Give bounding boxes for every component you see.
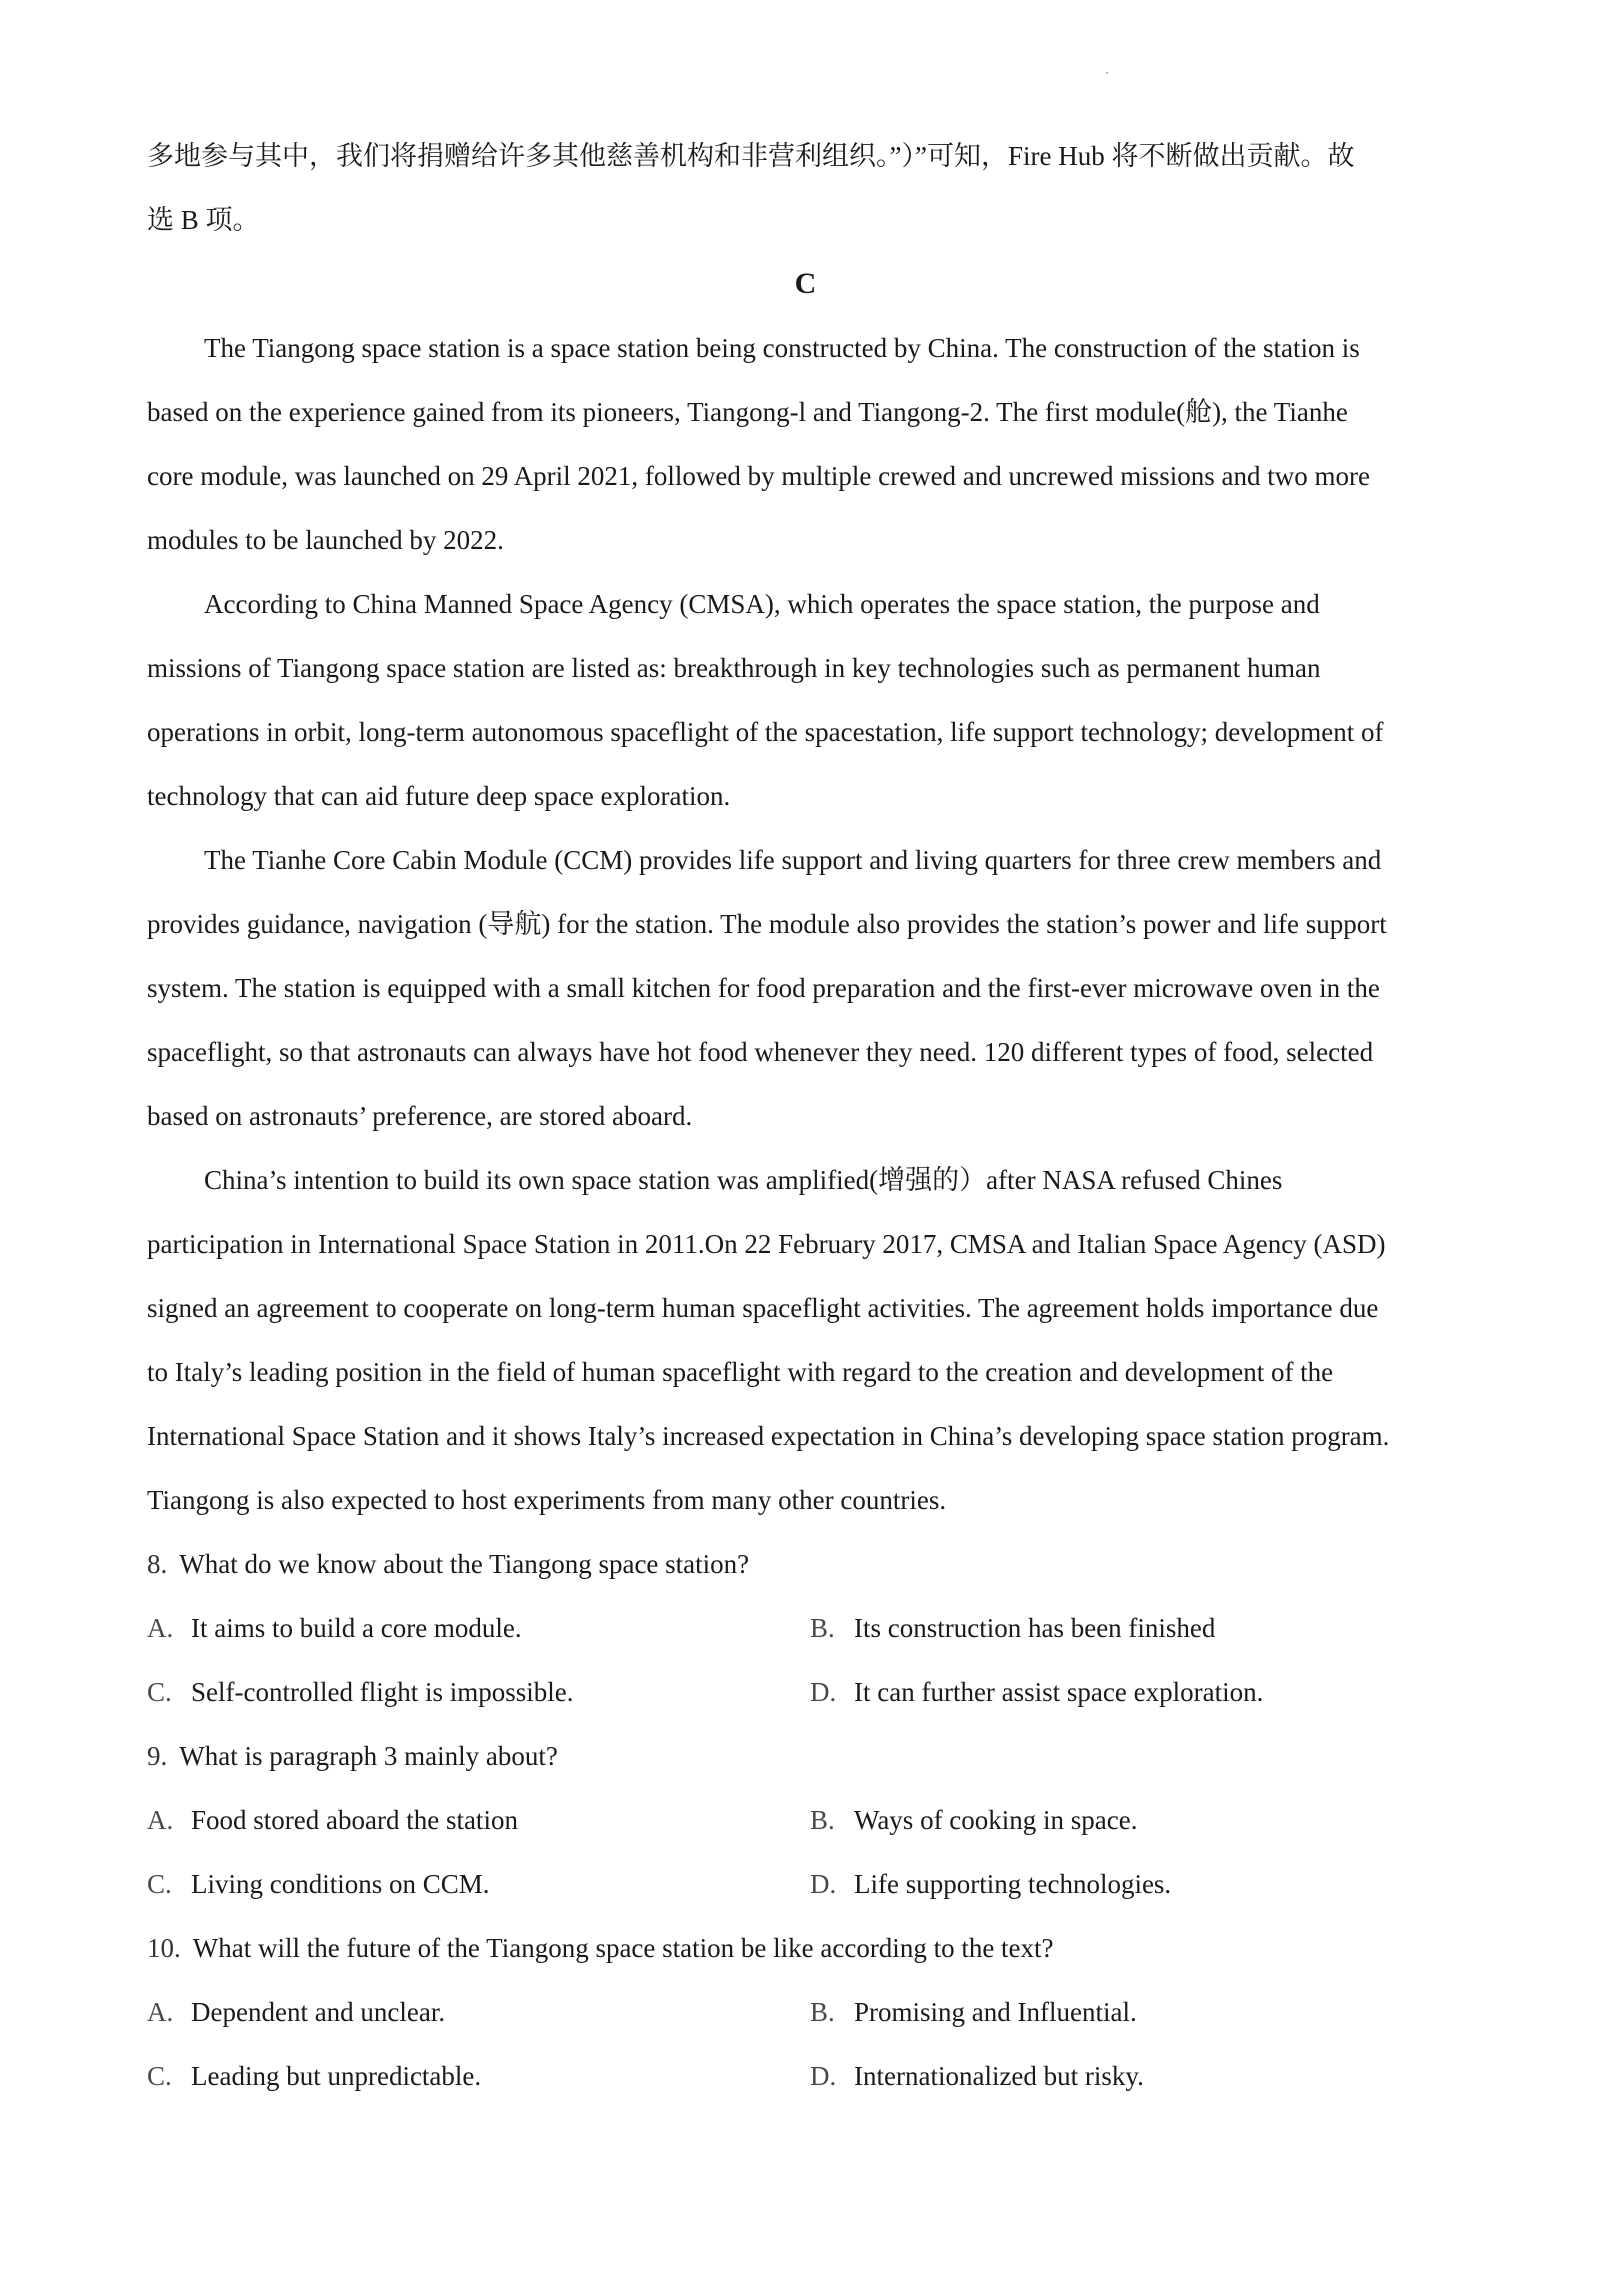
scan-speck	[1106, 72, 1108, 74]
option-letter: A.	[147, 1997, 174, 2027]
passage-line: system. The station is equipped with a small kitchen for food preparation and the first-ever microwave oven in the	[147, 973, 1380, 1003]
question-number: 10.	[147, 1933, 181, 1963]
passage-line: provides guidance, navigation (导航) for the station. The module also provides the station’s power and life support	[147, 909, 1387, 939]
passage-line: Tiangong is also expected to host experiments from many other countries.	[147, 1485, 947, 1515]
option-text: Internationalized but risky.	[854, 2061, 1144, 2091]
passage-line: International Space Station and it shows Italy’s increased expectation in China’s developing space station program.	[147, 1421, 1390, 1451]
passage-line: participation in International Space Station in 2011.On 22 February 2017, CMSA and Italian Space Agency (ASD)	[147, 1229, 1386, 1259]
passage-line: According to China Manned Space Agency (CMSA), which operates the space station, the purpose and	[204, 589, 1320, 619]
option-letter: D.	[810, 1869, 837, 1899]
passage-line: based on astronauts’ preference, are stored aboard.	[147, 1101, 693, 1131]
question-number: 9.	[147, 1741, 168, 1771]
passage-line: China’s intention to build its own space station was amplified(增强的）after NASA refused Chines	[204, 1165, 1283, 1195]
option-10b[interactable]	[810, 1995, 1137, 2029]
option-9d[interactable]	[810, 1867, 1171, 1901]
intro-line-1: 多地参与其中，我们将捐赠给许多其他慈善机构和非营利组织。”）”可知，Fire Hub 将不断做出贡献。故	[147, 141, 1355, 171]
option-9b[interactable]	[810, 1803, 1138, 1837]
question-text: What is paragraph 3 mainly about?	[179, 1741, 558, 1771]
option-text: Promising and Influential.	[854, 1997, 1137, 2027]
question-8	[147, 1547, 749, 1581]
option-10d[interactable]	[810, 2059, 1144, 2093]
section-heading: C	[794, 267, 817, 300]
option-text: Ways of cooking in space.	[854, 1805, 1138, 1835]
option-text: Self-controlled flight is impossible.	[191, 1677, 574, 1707]
passage-line: operations in orbit, long-term autonomous spaceflight of the spacestation, life support technology; development of	[147, 717, 1384, 747]
question-9	[147, 1739, 558, 1773]
option-text: Dependent and unclear.	[191, 1997, 446, 2027]
option-9c[interactable]	[147, 1867, 490, 1901]
option-letter: B.	[810, 1997, 835, 2027]
option-8a[interactable]	[147, 1611, 522, 1645]
option-letter: C.	[147, 2061, 172, 2091]
option-letter: A.	[147, 1613, 174, 1643]
option-8d[interactable]	[810, 1675, 1263, 1709]
intro-line-2: 选 B 项。	[147, 205, 260, 235]
option-text: Its construction has been finished	[854, 1613, 1216, 1643]
option-9a[interactable]	[147, 1803, 518, 1837]
option-text: Life supporting technologies.	[854, 1869, 1172, 1899]
question-number: 8.	[147, 1549, 168, 1579]
option-text: Food stored aboard the station	[191, 1805, 518, 1835]
option-text: Leading but unpredictable.	[191, 2061, 482, 2091]
option-8c[interactable]	[147, 1675, 573, 1709]
passage-line: core module, was launched on 29 April 2021, followed by multiple crewed and uncrewed missions and two more	[147, 461, 1370, 491]
option-letter: C.	[147, 1869, 172, 1899]
option-10a[interactable]	[147, 1995, 445, 2029]
passage-line: based on the experience gained from its pioneers, Tiangong-l and Tiangong-2. The first module(舱), the Tianhe	[147, 397, 1348, 427]
option-letter: C.	[147, 1677, 172, 1707]
question-text: What will the future of the Tiangong space station be like according to the text?	[192, 1933, 1054, 1963]
passage-line: spaceflight, so that astronauts can always have hot food whenever they need. 120 different types of food, selected	[147, 1037, 1374, 1067]
option-text: It can further assist space exploration.	[854, 1677, 1264, 1707]
option-8b[interactable]	[810, 1611, 1215, 1645]
option-text: It aims to build a core module.	[191, 1613, 522, 1643]
passage-line: to Italy’s leading position in the field of human spaceflight with regard to the creation and development of the	[147, 1357, 1334, 1387]
passage-line: The Tianhe Core Cabin Module (CCM) provides life support and living quarters for three crew members and	[204, 845, 1382, 875]
passage-line: technology that can aid future deep space exploration.	[147, 781, 731, 811]
passage-line: missions of Tiangong space station are listed as: breakthrough in key technologies such as permanent human	[147, 653, 1321, 683]
passage-line: signed an agreement to cooperate on long-term human spaceflight activities. The agreement holds importance due	[147, 1293, 1379, 1323]
question-10	[147, 1931, 1054, 1965]
question-text: What do we know about the Tiangong space station?	[179, 1549, 750, 1579]
passage-line: modules to be launched by 2022.	[147, 525, 504, 555]
option-letter: A.	[147, 1805, 174, 1835]
option-text: Living conditions on CCM.	[191, 1869, 490, 1899]
option-10c[interactable]	[147, 2059, 481, 2093]
option-letter: B.	[810, 1805, 835, 1835]
option-letter: D.	[810, 2061, 837, 2091]
option-letter: B.	[810, 1613, 835, 1643]
passage-line: The Tiangong space station is a space station being constructed by China. The construction of the station is	[204, 333, 1360, 363]
option-letter: D.	[810, 1677, 837, 1707]
